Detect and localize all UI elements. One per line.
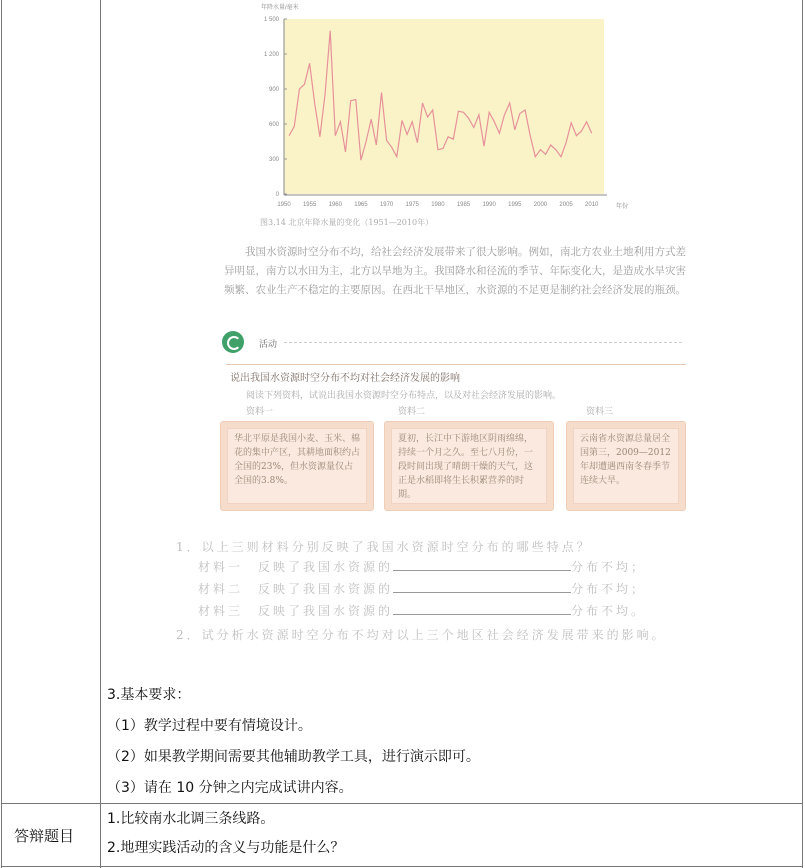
table-column-divider [100,0,101,868]
activity-title: 活动 [259,340,278,350]
x-tick-label: 1965 [354,202,368,208]
material-card-3-text: 云南省水资源总量居全国第三，2009—2012年却遭遇西南冬春季节连续大旱。 [573,428,679,504]
question-2: 2．试分析水资源时空分布不均对以上三个地区社会经济发展带来的影响。 [176,628,667,642]
y-tick-label: 1 200 [263,52,279,58]
x-tick-label: 1985 [456,202,471,208]
activity-heading: 说出我国水资源时空分布不均对社会经济发展的影响 [230,373,460,384]
answer-row-2-prefix: 材料二 反映了我国水资源的 [198,582,394,596]
answer-blank-2[interactable] [393,580,571,593]
answer-blank-3[interactable] [393,602,571,615]
chart-plot-area [284,19,604,194]
answer-row-1-prefix: 材料一 反映了我国水资源的 [198,560,394,574]
material-label-3: 资料三 [586,407,614,417]
table-border-bottom [1,866,803,867]
x-axis-label: 年份 [616,204,629,210]
activity-icon [222,331,244,353]
table-border-right [802,0,803,868]
table-row-divider [1,803,803,804]
material-card-3 [566,421,686,511]
answer-row-2-suffix: 分布不均； [571,582,647,596]
answer-blank-1[interactable] [393,558,571,571]
body-paragraph: 我国水资源时空分布不均，给社会经济发展带来了很大影响。例如，南北方农业土地利用方式差异明显，南方以水田为主，北方以旱地为主。我国降水和径流的季节、年际变化大，是造成水旱灾害频繁、农业生产不稳定的主要原因。在西北干旱地区，水资源的不足更是制约社会经济发展的瓶颈。 [224,246,686,296]
answer-row-1-suffix: 分布不均； [571,560,647,574]
x-tick-label: 1980 [431,202,445,208]
material-card-2-text: 夏初，长江中下游地区阴雨绵绵，持续一个月之久。至七八月份，一段时间出现了晴朗干燥的天气，这正是水稻即将生长积累营养的时期。 [391,428,547,504]
x-tick-label: 1975 [405,202,419,208]
material-card-1-text: 华北平原是我国小麦、玉米、棉花的集中产区，其耕地面积约占全国的23%，但水资源量仅占全国的3.8%。 [227,428,367,504]
answer-row-3 [198,602,646,619]
x-tick-label: 1970 [379,202,394,208]
requirement-item-3: （3）请在 10 分钟之内完成试讲内容。 [107,780,353,796]
x-tick-label: 1960 [328,202,342,208]
answer-row-2 [198,580,646,597]
requirement-item-1: （1）教学过程中要有情境设计。 [107,718,312,734]
material-label-1: 资料一 [246,407,274,417]
defense-item-1: 1.比较南水北调三条线路。 [107,811,275,827]
answer-row-3-suffix: 分布不均。 [571,604,647,618]
activity-rule [226,364,686,365]
y-tick-label: 600 [268,122,279,128]
material-card-2 [384,421,554,511]
requirements-heading: 3.基本要求： [107,687,191,703]
defense-label: 答辩题目 [14,827,75,845]
precipitation-chart [255,0,635,212]
y-tick-label: 900 [268,87,279,93]
x-tick-label: 1955 [302,202,317,208]
answer-row-3-prefix: 材料三 反映了我国水资源的 [198,604,394,618]
x-tick-label: 2010 [585,202,599,208]
activity-divider [284,342,682,343]
y-tick-label: 1 500 [263,17,279,23]
precipitation-chart-svg [255,0,635,212]
x-tick-label: 2005 [559,202,573,208]
requirement-item-2: （2）如果教学期间需要其他辅助教学工具，进行演示即可。 [107,749,480,765]
y-tick-label: 300 [268,157,279,163]
x-tick-label: 1950 [277,202,291,208]
chart-caption: 图3.14 北京年降水量的变化（1951—2010年） [260,218,434,227]
x-tick-label: 1995 [508,202,522,208]
y-axis-label: 年降水量/毫米 [261,5,299,11]
answer-row-1 [198,558,646,575]
question-1: 1．以上三则材料分别反映了我国水资源时空分布的哪些特点？ [176,540,592,554]
material-label-2: 资料二 [398,407,426,417]
material-card-1 [220,421,374,511]
x-tick-label: 1990 [482,202,496,208]
y-tick-label: 0 [275,192,279,198]
table-border-left [1,0,2,868]
activity-instruction: 阅读下列资料，试说出我国水资源时空分布特点，以及对社会经济发展的影响。 [246,391,562,401]
x-tick-label: 2000 [533,202,548,208]
defense-item-2: 2.地理实践活动的含义与功能是什么？ [107,840,345,856]
